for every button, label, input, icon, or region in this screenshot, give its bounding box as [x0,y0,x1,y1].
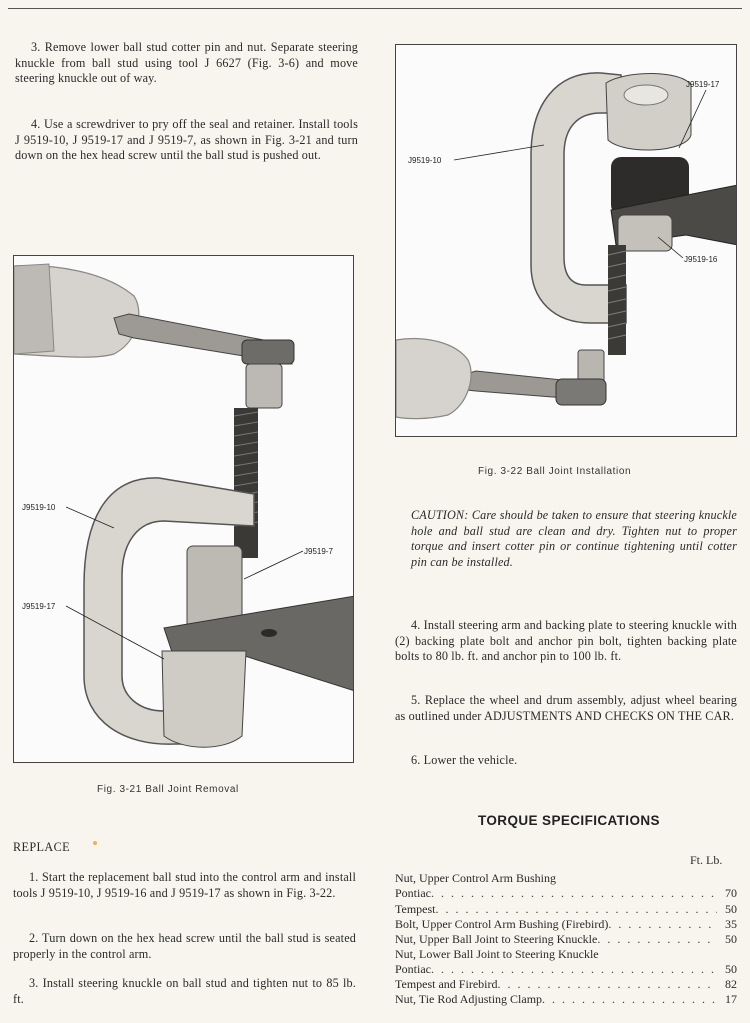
torque-row: Bolt, Upper Control Arm Bushing (Firebird) . . . 35 [395,917,737,932]
callout-label: J9519-7 [304,547,333,556]
ball-joint-installation-photo [396,45,737,437]
torque-row: Nut, Upper Ball Joint to Steering Knuckle . . . 50 [395,932,737,947]
torque-row: Nut, Lower Ball Joint to Steering Knuckle [395,947,599,961]
torque-unit-label: Ft. Lb. [690,853,723,867]
callout-label: J9519-17 [22,602,56,611]
figure-3-21 [13,255,354,763]
top-rule [8,8,742,9]
torque-row: Nut, Tie Rod Adjusting Clamp . . . 17 [395,992,737,1007]
torque-specs-heading: TORQUE SPECIFICATIONS [478,813,660,828]
replace-step-1: 1. Start the replacement ball stud into the control arm and install tools J 9519-10, J 9519-16 and J 9519-17 as shown in Fig. 3-22. [13,870,356,900]
callout-label: J9519-16 [684,255,718,264]
install-step-6: 6. Lower the vehicle. [411,753,518,767]
torque-row: Pontiac . . . 50 [395,962,737,977]
callout-label: J9519-17 [686,80,720,89]
caution-note: CAUTION: Care should be taken to ensure that steering knuckle hole and ball stud are clean and dry. Tighten nut to proper torque and insert cotter pin or continue tightening until cotter pin can be installed. [411,508,737,569]
install-step-4: 4. Install steering arm and backing plate to steering knuckle with (2) backing plate bolt and anchor pin bolt, tighten backing plate bolts to 80 lb. ft. and anchor pin to 100 lb. ft. [395,618,737,664]
callout-label: J9519-10 [408,156,442,165]
ball-joint-removal-photo [14,256,354,763]
remove-step-3: 3. Remove lower ball stud cotter pin and nut. Separate steering knuckle from ball stud using tool J 6627 (Fig. 3-6) and move steering knuckle out of way. [15,40,358,86]
torque-row: Tempest . . . 50 [395,902,737,917]
replace-step-2: 2. Turn down on the hex head screw until the ball stud is seated properly in the control arm. [13,931,356,961]
torque-row: Tempest and Firebird . . . 82 [395,977,737,992]
replace-heading: REPLACE [13,840,70,854]
figure-3-22-caption: Fig. 3-22 Ball Joint Installation [478,466,632,477]
replace-step-3: 3. Install steering knuckle on ball stud and tighten nut to 85 lb. ft. [13,976,356,1006]
callout-label: J9519-10 [22,503,56,512]
install-step-5: 5. Replace the wheel and drum assembly, adjust wheel bearing as outlined under ADJUSTMENTS AND CHECKS ON THE CAR. [395,693,737,723]
figure-3-21-caption: Fig. 3-21 Ball Joint Removal [97,784,239,795]
print-speck [93,841,97,845]
torque-row: Nut, Upper Control Arm Bushing [395,871,556,885]
figure-3-22 [395,44,737,437]
remove-step-4: 4. Use a screwdriver to pry off the seal and retainer. Install tools J 9519-10, J 9519-17 and J 9519-7, as shown in Fig. 3-21 and turn down on the hex head screw until the ball stud is pushed out. [15,117,358,163]
torque-row: Pontiac . . . 70 [395,886,737,901]
